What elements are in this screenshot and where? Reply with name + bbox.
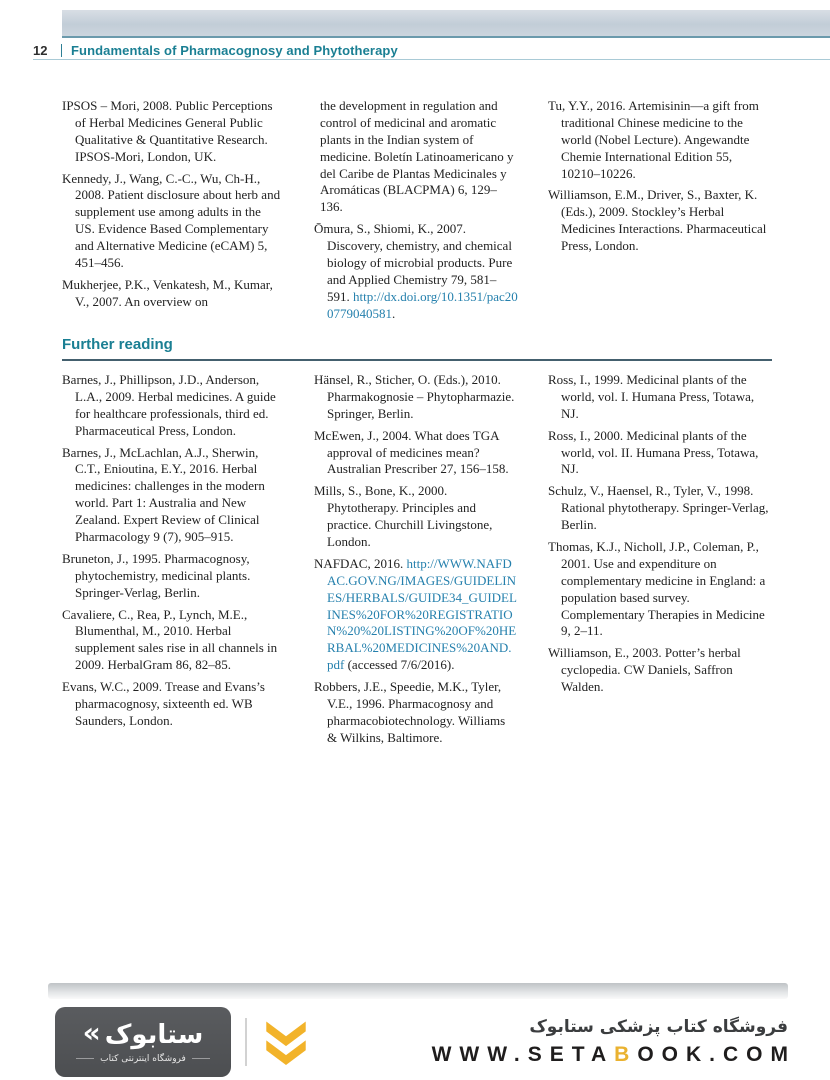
- reference-item: [62, 607, 284, 675]
- reference-text: Thomas, K.J., Nicholl, J.P., Coleman, P., 2001. Use and expenditure on complementary medicine in England: a population based survey. Complementary Therapies in Medicine 9, 2–11.: [548, 539, 766, 639]
- url-prefix: WWW.SETA: [431, 1043, 615, 1066]
- reference-text: Bruneton, J., 1995. Pharmacognosy, phytochemistry, medicinal plants. Springer-Verlag, Berlin.: [62, 550, 251, 600]
- reference-text: Williamson, E., 2003. Potter’s herbal cyclopedia. CW Daniels, Saffron Walden.: [548, 645, 741, 695]
- further-reading-heading: Further reading: [62, 336, 173, 353]
- setabook-chevron-icon: [263, 1017, 309, 1067]
- reference-text: the development in regulation and control of medicinal and aromatic plants in the Indian system of medicine. Boletín Latinoamericano y del Caribe de Plantas Medicinales y Aromáticas (BLACPMA) 6, 129–136.: [320, 98, 514, 215]
- reference-item: [62, 679, 284, 730]
- setabook-logo-text: ستابوک: [104, 1019, 204, 1050]
- reference-item: [62, 372, 284, 440]
- reference-text: Ross, I., 1999. Medicinal plants of the world, vol. I. Humana Press, Totawa, NJ.: [548, 372, 755, 421]
- reference-item: [62, 551, 284, 602]
- reference-item: [548, 483, 774, 534]
- reference-item: [314, 483, 518, 551]
- footer-gradient-strip: [48, 983, 788, 999]
- footer-brand: [55, 1006, 796, 1078]
- reference-item: [62, 277, 284, 311]
- reference-item: [548, 187, 774, 255]
- url-suffix: OOK.COM: [637, 1043, 796, 1066]
- reference-text: Barnes, J., McLachlan, A.J., Sherwin, C.T., Enioutina, E.Y., 2016. Herbal medicines: challenges in the modern world. Part 1: Australia and New Zealand. Expert Review of Clinical Pharmacology 9 (7), 905–915.: [62, 444, 265, 545]
- reference-text: Mills, S., Bone, K., 2000. Phytotherapy. Principles and practice. Churchill Livingstone, London.: [314, 483, 493, 550]
- reference-text: Kennedy, J., Wang, C.-C., Wu, Ch-H., 2008. Patient disclosure about herb and supplement use among adults in the US. Evidence Based Complementary and Alternative Medicine (eCAM) 5, 451–456.: [62, 170, 281, 271]
- footer-right-block: [309, 1017, 796, 1067]
- double-chevron-icon: «: [82, 1015, 101, 1049]
- reference-text: IPSOS – Mori, 2008. Public Perceptions of Herbal Medicines General Public Qualitative & Quantitative Research. IPSOS-Mori, London, UK.: [62, 98, 273, 164]
- reference-item: [314, 221, 518, 322]
- subtitle-dash-left: [76, 1058, 94, 1059]
- footer-divider-line: [245, 1018, 247, 1066]
- reference-link[interactable]: http://dx.doi.org/10.1351/pac200779040581: [327, 288, 518, 321]
- url-highlight: B: [614, 1043, 638, 1066]
- running-title: Fundamentals of Pharmacognosy and Phytotherapy: [71, 42, 398, 58]
- reference-column: [548, 372, 774, 752]
- reference-text: Barnes, J., Phillipson, J.D., Anderson, L.A., 2009. Herbal medicines. A guide for healthcare professionals, third ed. Pharmaceutical Press, London.: [62, 372, 276, 438]
- reference-item: [314, 428, 518, 479]
- store-name-persian: فروشگاه کتاب پزشکی ستابوک: [529, 1017, 788, 1037]
- reference-item: [548, 98, 774, 182]
- reference-item: [62, 171, 284, 272]
- reference-column: [62, 98, 284, 328]
- reference-text: Ross, I., 2000. Medicinal plants of the world, vol. II. Humana Press, Totawa, NJ.: [548, 427, 759, 477]
- reference-text: Hänsel, R., Sticher, O. (Eds.), 2010. Pharmakognosie – Phytopharmazie. Springer, Berlin.: [314, 372, 515, 421]
- page-header: [33, 41, 830, 60]
- reference-text: McEwen, J., 2004. What does TGA approval of medicines mean? Australian Prescriber 27, 156–158.: [314, 427, 509, 477]
- reference-text: Cavaliere, C., Rea, P., Lynch, M.E., Blumenthal, M., 2010. Herbal supplement sales rise in all channels in 2009. HerbalGram 86, 82–85.: [62, 606, 278, 673]
- reference-column: [314, 98, 518, 328]
- setabook-url[interactable]: [309, 1043, 796, 1067]
- reference-text: Schulz, V., Haensel, R., Tyler, V., 1998. Rational phytotherapy. Springer-Verlag, Berlin.: [548, 483, 769, 533]
- reference-text: (accessed 7/6/2016).: [344, 657, 455, 673]
- reference-text: Mukherjee, P.K., Venkatesh, M., Kumar, V., 2007. An overview on: [62, 276, 273, 309]
- reference-item: [62, 98, 284, 166]
- further-reading-header: [62, 336, 772, 361]
- reference-item: [62, 445, 284, 546]
- setabook-logo: [82, 1015, 204, 1050]
- reference-text: Tu, Y.Y., 2016. Artemisinin—a gift from traditional Chinese medicine to the world (Nobel Lecture). Angewandte Chemie International Edition 55, 10210–10226.: [548, 98, 759, 181]
- logo-subtitle: [76, 1054, 210, 1064]
- further-reading-columns: [62, 372, 774, 752]
- reference-text: Robbers, J.E., Speedie, M.K., Tyler, V.E., 1996. Pharmacognosy and pharmacobiotechnology. Williams & Wilkins, Baltimore.: [314, 679, 506, 745]
- reference-item: [548, 372, 774, 423]
- reference-text: NAFDAC, 2016.: [314, 555, 407, 571]
- reference-text: Ōmura, S., Shiomi, K., 2007. Discovery, chemistry, and chemical biology of microbial products. Pure and Applied Chemistry 79, 581–591.: [314, 221, 513, 304]
- reference-text: Williamson, E.M., Driver, S., Baxter, K. (Eds.), 2009. Stockley’s Herbal Medicines Interactions. Pharmaceutical Press, London.: [548, 187, 767, 254]
- reference-column: [548, 98, 774, 328]
- header-band: [62, 10, 830, 38]
- references-columns: [62, 98, 774, 328]
- subtitle-dash-right: [192, 1058, 210, 1059]
- reference-column: [62, 372, 284, 752]
- reference-column: [314, 372, 518, 752]
- reference-text: Evans, W.C., 2009. Trease and Evans’s pharmacognosy, sixteenth ed. WB Saunders, London.: [62, 679, 265, 728]
- reference-item: [548, 645, 774, 696]
- reference-item: [314, 98, 518, 216]
- reference-text: .: [392, 305, 396, 321]
- page-number: 12: [33, 42, 48, 58]
- logo-subtitle-text: فروشگاه اینترنتی کتاب: [100, 1053, 186, 1064]
- reference-item: [314, 556, 518, 674]
- reference-link[interactable]: http://WWW.NAFDAC.GOV.NG/IMAGES/GUIDELINES/HERBALS/GUIDE34_GUIDELINES%20FOR%20REGISTRATION%20%20LISTING%20OF%20HERBAL%20MEDICINES%20AND.pdf: [327, 555, 517, 673]
- reference-item: [548, 428, 774, 479]
- reference-item: [314, 679, 518, 747]
- reference-item: [314, 372, 518, 423]
- header-divider: [61, 44, 62, 57]
- reference-item: [548, 539, 774, 640]
- setabook-logo-badge: [55, 1007, 231, 1077]
